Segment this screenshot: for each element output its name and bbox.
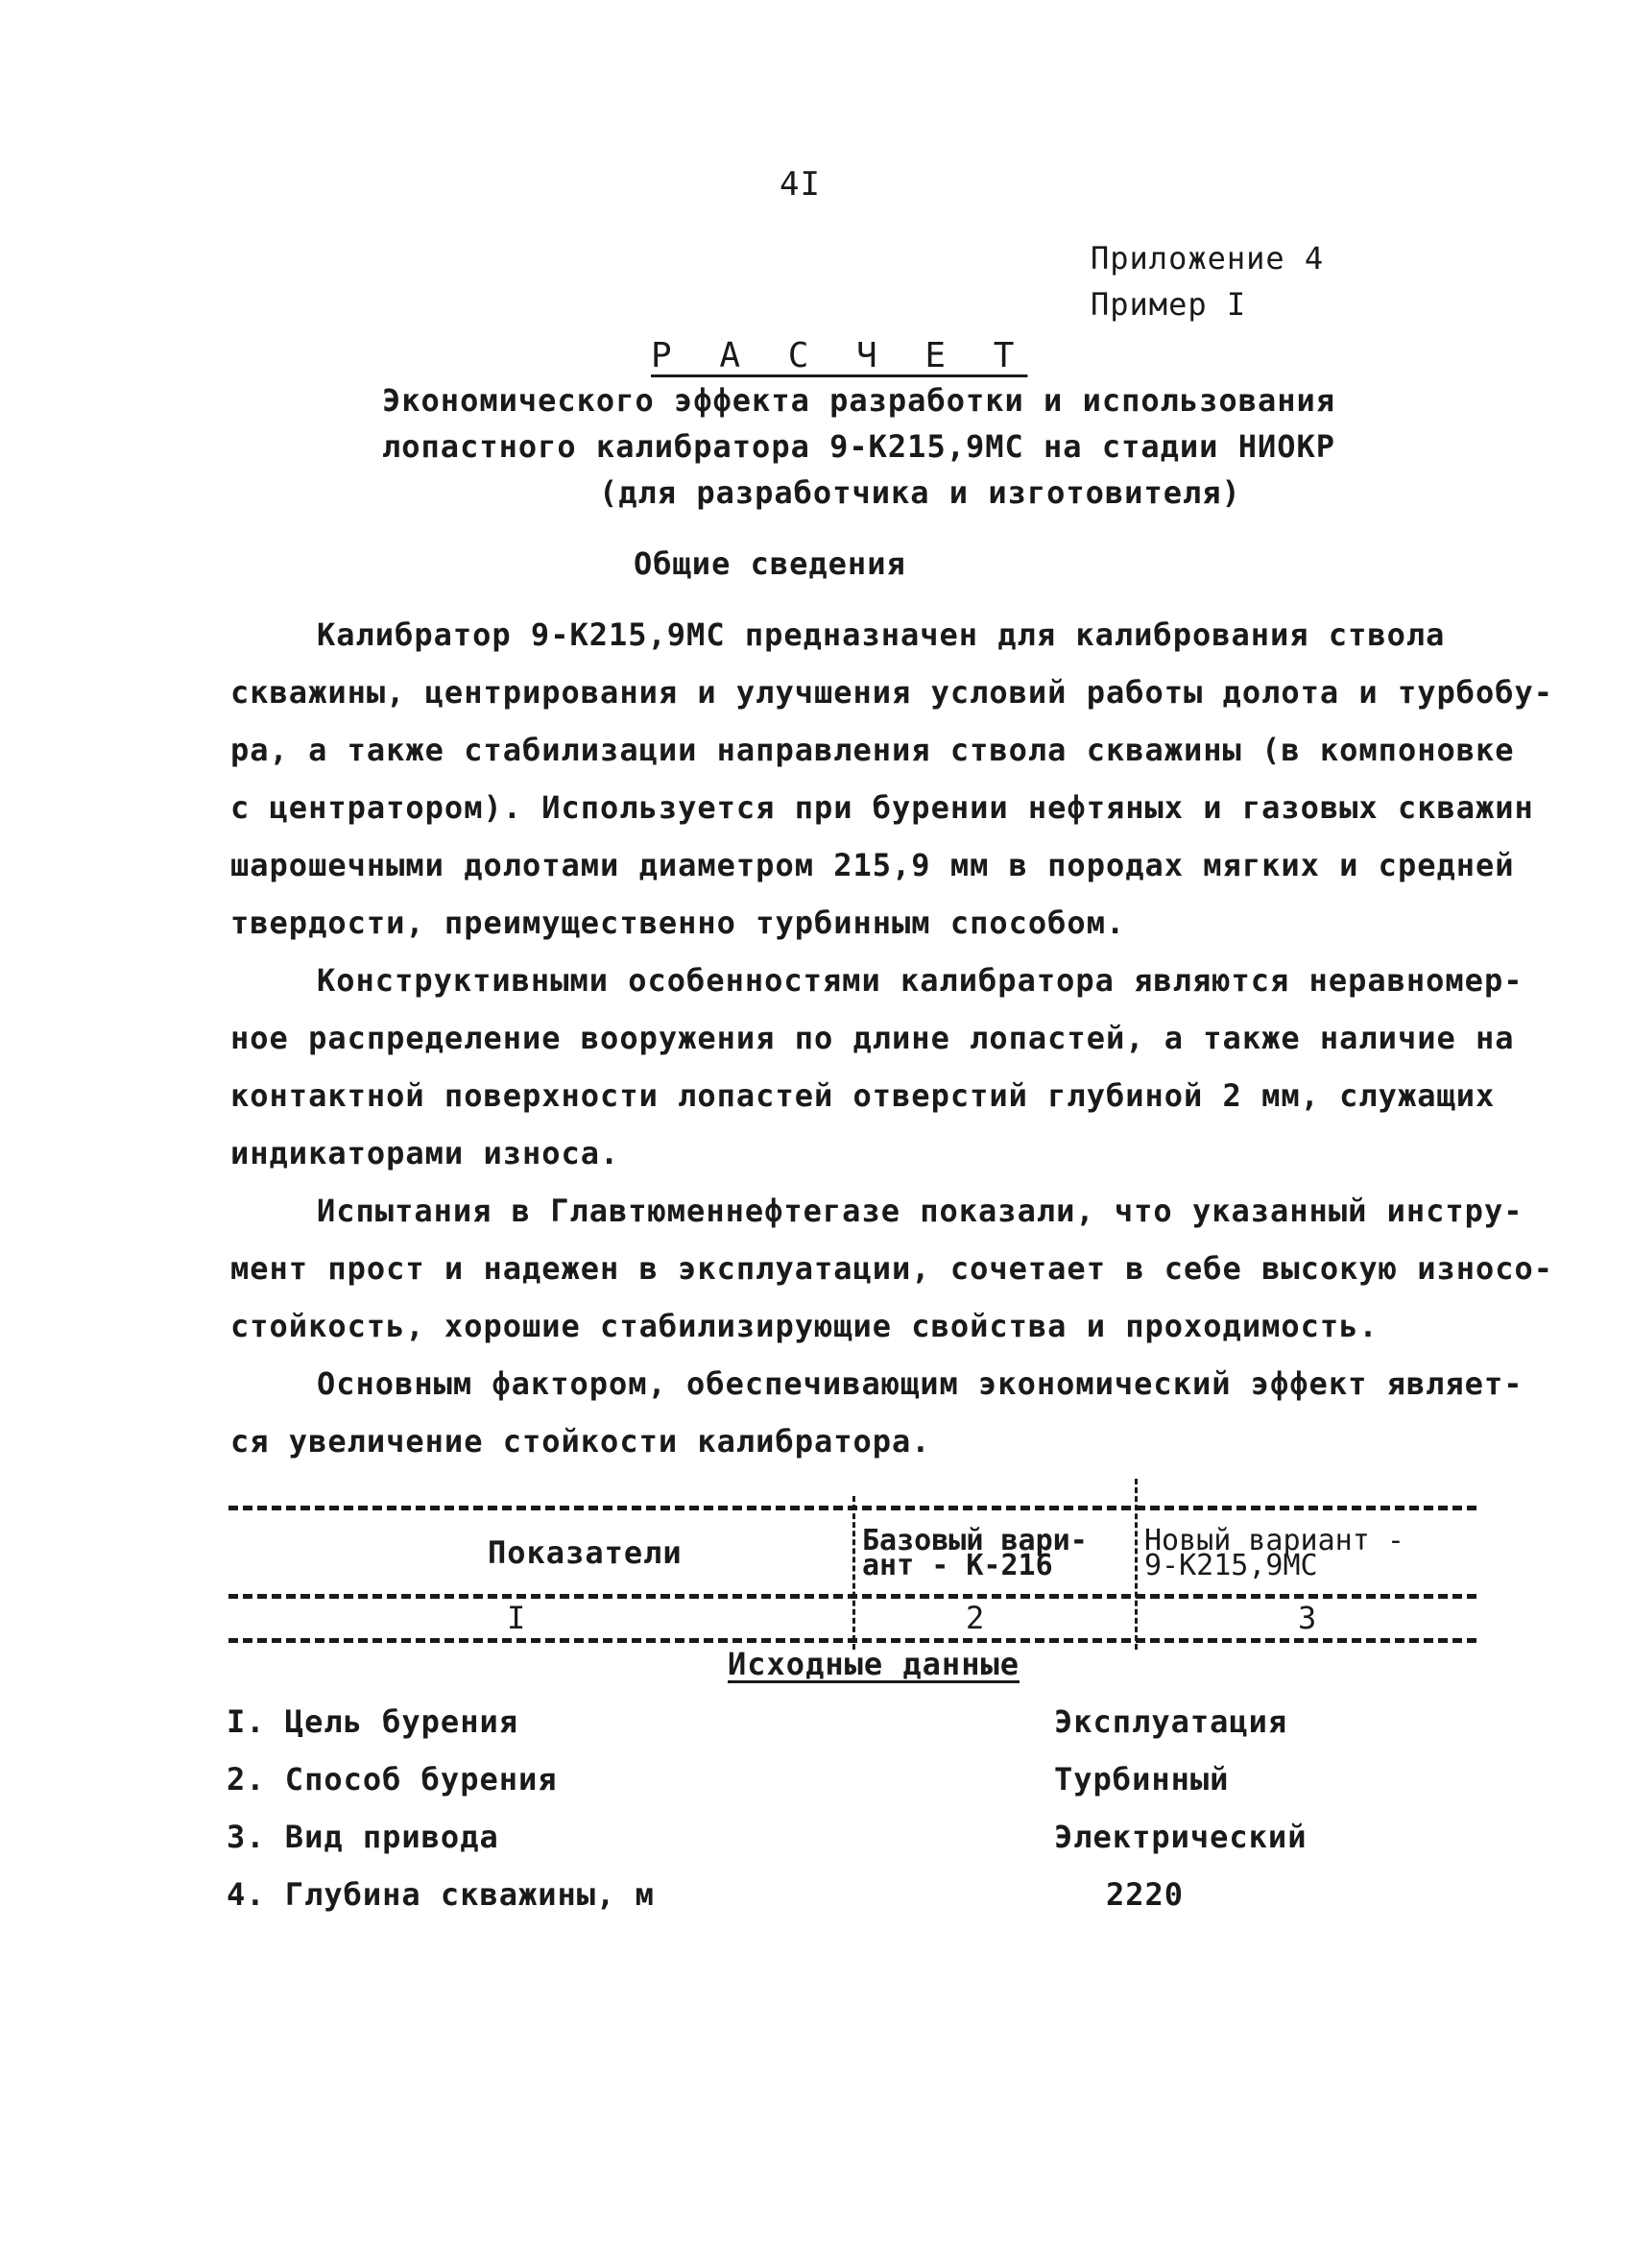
paragraph-line: Калибратор 9-К215,9МС предназначен для калибрования ствола xyxy=(317,616,1446,653)
paragraph-line: ся увеличение стойкости калибратора. xyxy=(230,1423,931,1460)
table-header-base-variant: Базовый вари- ант - К-216 xyxy=(862,1524,1088,1582)
table-row-label: 2. Способ бурения xyxy=(227,1761,558,1798)
subtitle-line: (для разработчика и изготовителя) xyxy=(599,474,1241,511)
table-rule-bottom xyxy=(228,1638,1476,1643)
table-section-title: Исходные данные xyxy=(728,1646,1020,1682)
paragraph-line: Испытания в Главтюменнефтегазе показали, что указанный инстру- xyxy=(317,1193,1524,1229)
example-label: Пример I xyxy=(1091,286,1247,323)
table-row-label: I. Цель бурения xyxy=(227,1703,518,1740)
table-column-divider xyxy=(1135,1479,1138,1650)
paragraph-line: скважины, центрирования и улучшения условий работы долота и турбобу- xyxy=(230,674,1554,711)
paragraph-line: твердости, преимущественно турбинным способом. xyxy=(230,905,1126,941)
table-header-new-variant: Новый вариант - 9-К215,9МС xyxy=(1144,1524,1404,1582)
column-number: 3 xyxy=(1298,1600,1318,1636)
table-column-divider xyxy=(852,1496,855,1650)
document-title: Р А С Ч Е Т xyxy=(651,336,1028,375)
paragraph-line: стойкость, хорошие стабилизирующие свойства и проходимость. xyxy=(230,1308,1379,1344)
paragraph-line: с центратором). Используется при бурении нефтяных и газовых скважин xyxy=(230,789,1534,826)
appendix-label: Приложение 4 xyxy=(1091,240,1325,277)
section-heading: Общие сведения xyxy=(634,545,906,582)
paragraph-line: ное распределение вооружения по длине лопастей, а также наличие на xyxy=(230,1020,1515,1056)
table-row-value: Эксплуатация xyxy=(1054,1703,1288,1740)
subtitle-line: Экономического эффекта разработки и использования xyxy=(382,382,1336,419)
table-rule-middle xyxy=(228,1594,1476,1599)
paragraph-line: контактной поверхности лопастей отверстий глубиной 2 мм, служащих xyxy=(230,1077,1496,1114)
table-row-label: 3. Вид привода xyxy=(227,1819,499,1855)
subtitle-line: лопастного калибратора 9-К215,9МС на стадии НИОКР xyxy=(382,428,1336,465)
table-header-indicators: Показатели xyxy=(488,1534,683,1571)
column-number: 2 xyxy=(966,1600,986,1636)
paragraph-line: мент прост и надежен в эксплуатации, сочетает в себе высокую износо- xyxy=(230,1250,1554,1287)
table-row-value: Электрический xyxy=(1054,1819,1308,1855)
paragraph-line: индикаторами износа. xyxy=(230,1135,620,1171)
paragraph-line: ра, а также стабилизации направления ствола скважины (в компоновке xyxy=(230,732,1515,768)
column-number: I xyxy=(507,1600,527,1636)
paragraph-line: шарошечными долотами диаметром 215,9 мм в породах мягких и средней xyxy=(230,847,1515,883)
table-row-label: 4. Глубина скважины, м xyxy=(227,1876,655,1913)
table-row-value: 2220 xyxy=(1106,1876,1185,1913)
page-number: 4I xyxy=(780,165,821,204)
table-row-value: Турбинный xyxy=(1054,1761,1230,1798)
paragraph-line: Конструктивными особенностями калибратора являются неравномер- xyxy=(317,962,1524,999)
paragraph-line: Основным фактором, обеспечивающим экономический эффект являет- xyxy=(317,1365,1524,1402)
